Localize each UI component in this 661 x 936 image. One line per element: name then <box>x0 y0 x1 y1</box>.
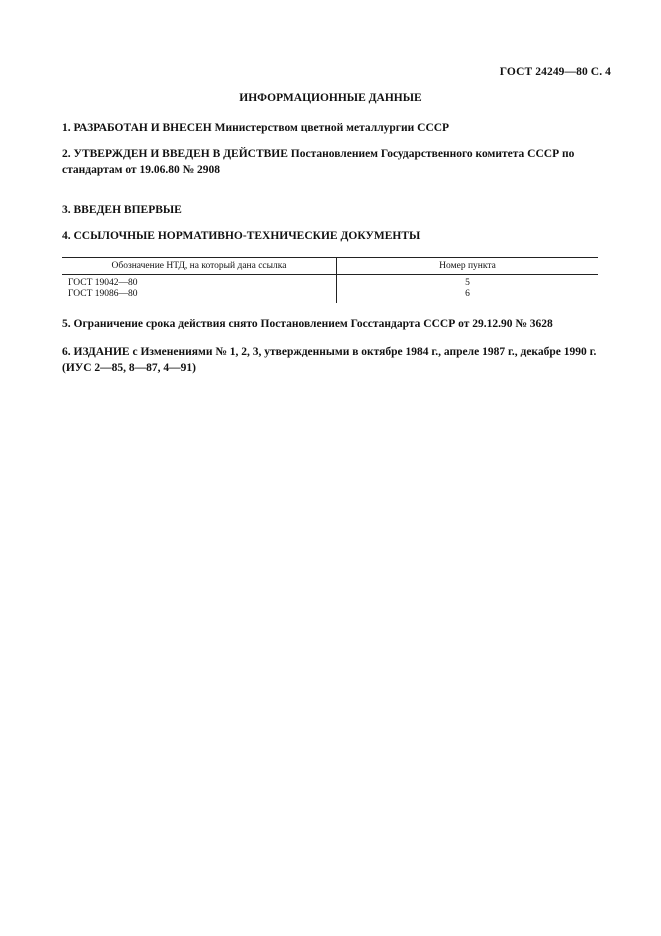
table-cell-document: ГОСТ 19042—80 <box>62 275 337 290</box>
info-item-1: 1. РАЗРАБОТАН И ВНЕСЕН Министерством цветной металлургии СССР <box>62 122 450 134</box>
column-header-document: Обозначение НТД, на который дана ссылка <box>62 258 337 275</box>
table-cell-clause: 5 <box>465 278 470 288</box>
info-item-2: 2. УТВЕРЖДЕН И ВВЕДЕН В ДЕЙСТВИЕ Постановлением Государственного комитета СССР по стандартам от 19.06.80 № 2908 <box>62 148 575 176</box>
info-item-6: 6. ИЗДАНИЕ с Изменениями № 1, 2, 3, утвержденными в октябре 1984 г., апреле 1987 г., декабре 1990 г. (ИУС 2—85, 8—87, 4—91) <box>62 346 597 374</box>
table-cell-document: ГОСТ 19086—80 <box>62 289 337 303</box>
table-row <box>62 275 598 290</box>
info-item-3: 3. ВВЕДЕН ВПЕРВЫЕ <box>62 204 182 216</box>
column-header-clause: Номер пункта <box>337 258 599 275</box>
table-header-row <box>62 258 598 275</box>
table-row <box>62 289 598 303</box>
page-title: ИНФОРМАЦИОННЫЕ ДАННЫЕ <box>239 92 422 104</box>
table-cell-clause: 6 <box>465 289 470 299</box>
info-item-5: 5. Ограничение срока действия снято Постановлением Госстандарта СССР от 29.12.90 № 3628 <box>62 318 553 330</box>
info-item-4: 4. ССЫЛОЧНЫЕ НОРМАТИВНО-ТЕХНИЧЕСКИЕ ДОКУМЕНТЫ <box>62 230 421 242</box>
standard-reference: ГОСТ 24249—80 С. 4 <box>499 66 611 78</box>
reference-documents-table <box>62 257 598 303</box>
